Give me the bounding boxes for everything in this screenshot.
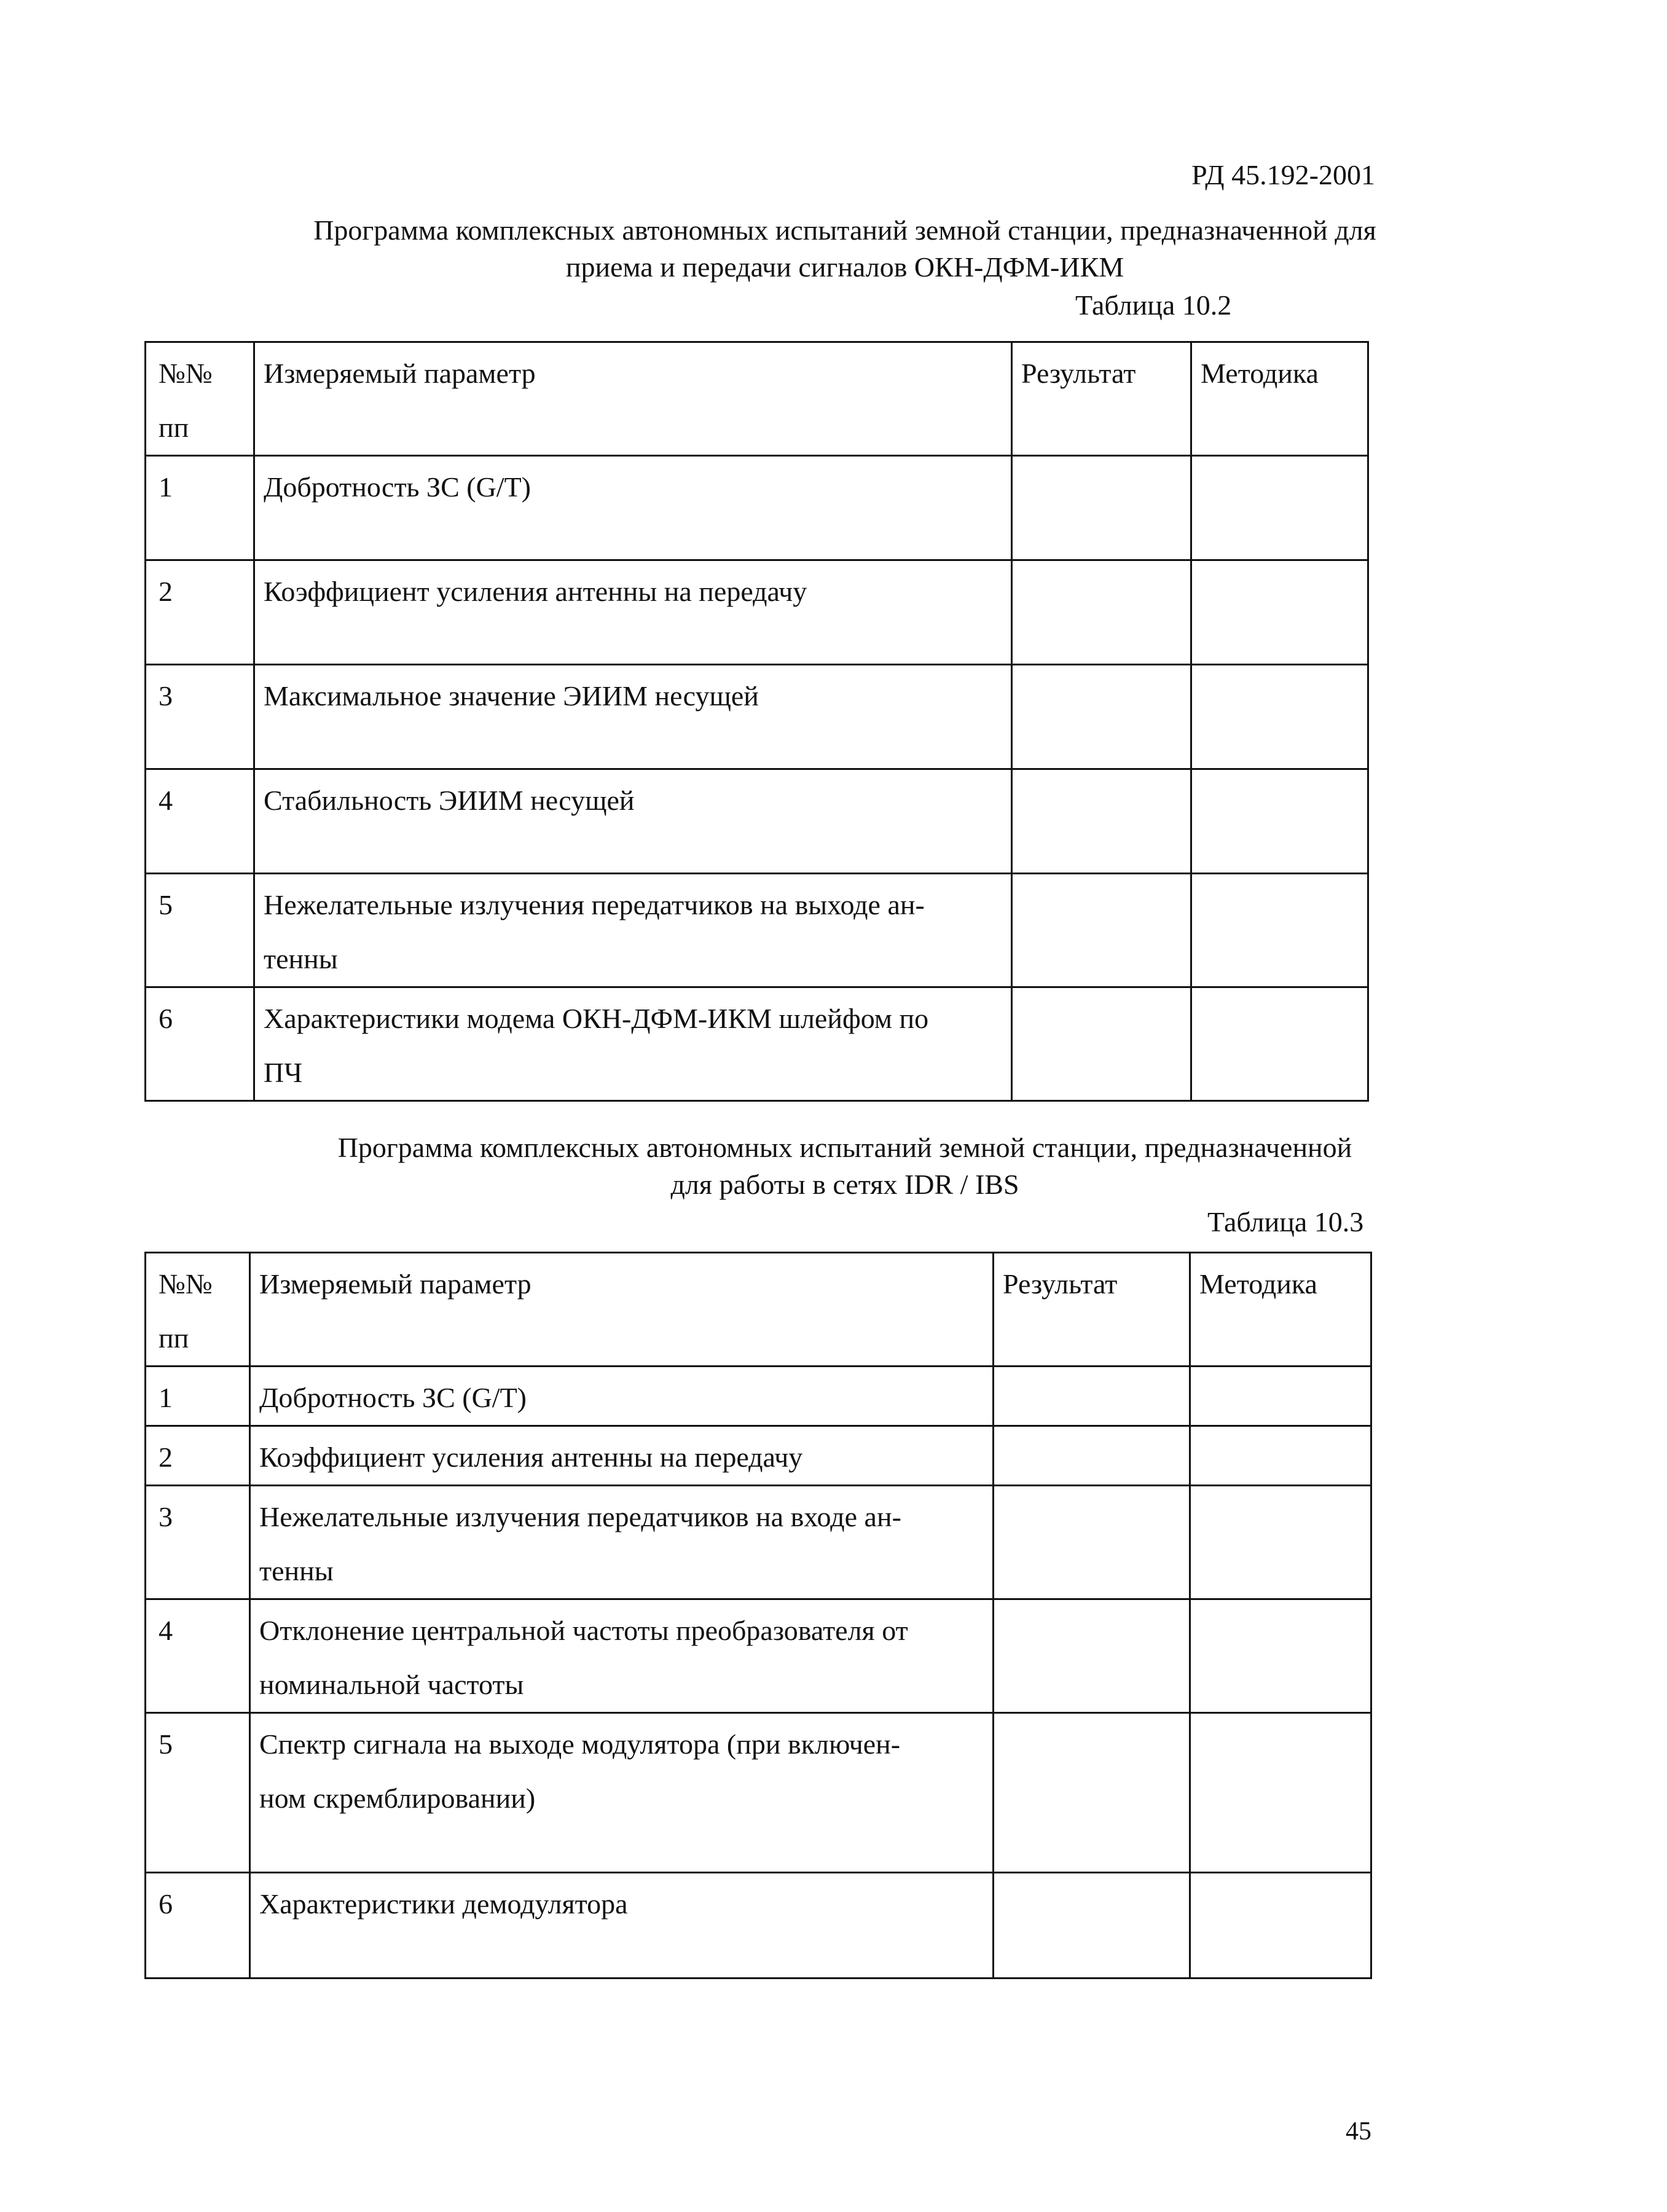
row-num: 5 <box>146 874 254 987</box>
table-row <box>146 560 1368 665</box>
row-num: 6 <box>146 987 254 1101</box>
table-10-3 <box>144 1252 1372 1979</box>
row-param-line: номинальной частоты <box>259 1669 524 1700</box>
row-method <box>1191 456 1368 560</box>
row-param <box>254 874 1012 987</box>
row-num: 6 <box>146 1873 250 1979</box>
table-row <box>146 1873 1371 1979</box>
row-num: 1 <box>146 1367 250 1426</box>
row-param-line: Стабильность ЭИИМ несущей <box>264 785 635 816</box>
section-title-2-line-2: для работы в сетях IDR / IBS <box>670 1169 1019 1200</box>
row-method <box>1191 987 1368 1101</box>
row-param-line: Коэффициент усиления антенны на передачу <box>259 1441 803 1473</box>
row-num: 4 <box>146 769 254 874</box>
section-title-1-line-1: Программа комплексных автономных испытаний земной станции, предназначенной для <box>313 214 1376 246</box>
table-label-10-3: Таблица 10.3 <box>1207 1206 1364 1237</box>
header-param: Измеряемый параметр <box>254 342 1012 456</box>
row-result <box>1012 874 1191 987</box>
row-param <box>250 1367 994 1426</box>
row-param-line: Спектр сигнала на выходе модулятора (при включен- <box>259 1728 901 1760</box>
row-result <box>994 1426 1190 1486</box>
row-result <box>1012 665 1191 769</box>
table-row <box>146 1599 1371 1713</box>
row-param <box>250 1713 994 1873</box>
header-param: Измеряемый параметр <box>250 1253 994 1367</box>
row-param <box>250 1486 994 1599</box>
row-num: 3 <box>146 1486 250 1599</box>
row-param <box>250 1599 994 1713</box>
row-num: 2 <box>146 560 254 665</box>
row-result <box>994 1367 1190 1426</box>
table-row <box>146 456 1368 560</box>
header-num-line-1: №№ <box>159 358 213 389</box>
table-row <box>146 665 1368 769</box>
header-num-line-2: пп <box>159 412 189 443</box>
row-num: 1 <box>146 456 254 560</box>
row-method <box>1190 1713 1371 1873</box>
row-param <box>254 665 1012 769</box>
table-row <box>146 1486 1371 1599</box>
section-title-2 <box>172 1129 1518 1203</box>
row-result <box>1012 769 1191 874</box>
section-title-2-line-1: Программа комплексных автономных испытаний земной станции, предназначенной <box>337 1132 1352 1163</box>
row-param-line: Нежелательные излучения передатчиков на выходе ан- <box>264 889 925 920</box>
table-row <box>146 1713 1371 1873</box>
row-num: 4 <box>146 1599 250 1713</box>
row-param <box>254 560 1012 665</box>
header-result: Результат <box>994 1253 1190 1367</box>
row-method <box>1191 665 1368 769</box>
header-num-line-2: пп <box>159 1322 189 1354</box>
table-label-10-2: Таблица 10.2 <box>1075 289 1232 321</box>
header-method: Методика <box>1190 1253 1371 1367</box>
row-method <box>1190 1599 1371 1713</box>
row-param-line: Максимальное значение ЭИИМ несущей <box>264 680 759 712</box>
page-number: 45 <box>1346 2117 1371 2146</box>
row-param-line: Отклонение центральной частоты преобразователя от <box>259 1615 908 1646</box>
row-param-line: тенны <box>259 1555 334 1586</box>
row-param-line: Коэффициент усиления антенны на передачу <box>264 576 807 607</box>
row-method <box>1191 874 1368 987</box>
row-method <box>1191 560 1368 665</box>
row-result <box>994 1873 1190 1979</box>
row-num: 3 <box>146 665 254 769</box>
row-result <box>994 1486 1190 1599</box>
row-result <box>1012 987 1191 1101</box>
row-method <box>1190 1873 1371 1979</box>
row-method <box>1190 1486 1371 1599</box>
row-result <box>1012 560 1191 665</box>
row-method <box>1191 769 1368 874</box>
row-param-line: Добротность ЗС (G/T) <box>259 1382 527 1413</box>
header-num-line-1: №№ <box>159 1268 213 1300</box>
table-header-row <box>146 1253 1371 1367</box>
row-param <box>254 769 1012 874</box>
row-param-line: ПЧ <box>264 1057 303 1088</box>
row-method <box>1190 1426 1371 1486</box>
table-10-2 <box>144 341 1369 1102</box>
document-code: РД 45.192-2001 <box>1191 159 1375 190</box>
table-row <box>146 874 1368 987</box>
table-row <box>146 1426 1371 1486</box>
row-param-line: Характеристики модема ОКН-ДФМ-ИКМ шлейфом по <box>264 1003 929 1034</box>
row-param <box>250 1873 994 1979</box>
section-title-1-line-2: приема и передачи сигналов ОКН-ДФМ-ИКМ <box>565 251 1124 283</box>
row-result <box>994 1599 1190 1713</box>
section-title-1 <box>172 212 1518 286</box>
header-num <box>146 342 254 456</box>
row-param-line: Нежелательные излучения передатчиков на входе ан- <box>259 1501 901 1532</box>
row-param <box>254 456 1012 560</box>
row-param <box>250 1426 994 1486</box>
row-param-line: ном скремблировании) <box>259 1783 536 1814</box>
row-result <box>994 1713 1190 1873</box>
row-param-line: тенны <box>264 943 338 975</box>
row-param <box>254 987 1012 1101</box>
table-row <box>146 987 1368 1101</box>
row-result <box>1012 456 1191 560</box>
table-row <box>146 1367 1371 1426</box>
row-num: 2 <box>146 1426 250 1486</box>
row-param-line: Добротность ЗС (G/T) <box>264 471 531 503</box>
row-method <box>1190 1367 1371 1426</box>
table-row <box>146 769 1368 874</box>
table-header-row <box>146 342 1368 456</box>
header-num <box>146 1253 250 1367</box>
row-param-line: Характеристики демодулятора <box>259 1888 628 1920</box>
header-result: Результат <box>1012 342 1191 456</box>
row-num: 5 <box>146 1713 250 1873</box>
header-method: Методика <box>1191 342 1368 456</box>
